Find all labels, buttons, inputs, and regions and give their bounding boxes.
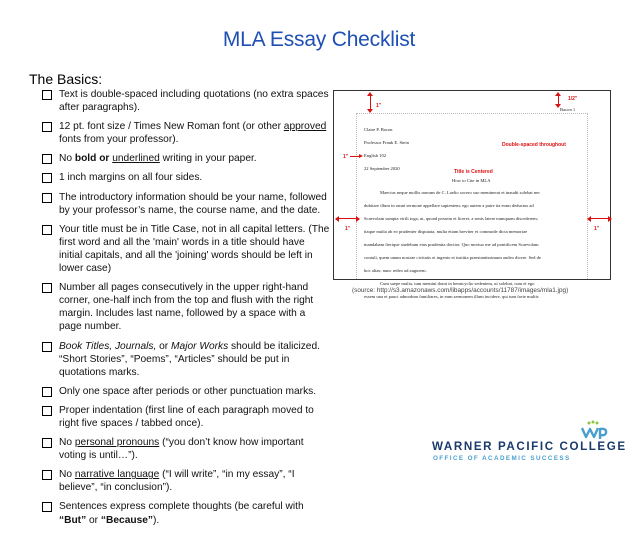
half-inch-label: 1/2" [568, 96, 578, 102]
list-item [42, 436, 330, 462]
checkbox-icon [42, 225, 52, 235]
checkbox-icon [42, 342, 52, 352]
checkbox-icon [42, 90, 52, 100]
date-line: 22 September 2020 [364, 166, 400, 171]
body-line: dubitare illum in omni sermone appellare sapientem; ego autem a patre ita eram deductus ad [364, 203, 534, 208]
item-text: The introductory information should be your name, followed by your professor’s name, the course name, and the date. [59, 191, 327, 216]
arrow-down-icon [367, 109, 373, 113]
list-item [42, 223, 330, 275]
item-text: 1 inch margins on all four sides. [59, 172, 203, 184]
list-item [42, 468, 330, 494]
right-side-arrow [589, 218, 609, 219]
left-margin-label: 1" [343, 154, 349, 160]
item-text: Number all pages consecutively in the upper right-hand corner, one-half inch from the top and flush with the right margin. Includes last name, followed by a space with a page number. [59, 282, 314, 333]
item-text: No bold or underlined writing in your paper. [59, 153, 257, 165]
arrow-left-icon [587, 216, 591, 222]
body-line: Cum saepe multa, tum memini domi in hemicyclio sedentem, ut solebat, cum et ego [380, 281, 535, 286]
source-caption: (source: http://s3.amazonaws.com/libapps/accounts/11787/images/mla1.jpg) [352, 287, 569, 294]
page-number-header: Bacon 1 [560, 107, 576, 112]
list-item [42, 191, 330, 217]
arrow-right-icon [608, 216, 612, 222]
list-item [42, 120, 330, 146]
checkbox-icon [42, 283, 52, 293]
arrow-up-icon [367, 92, 373, 96]
page-title: MLA Essay Checklist [222, 28, 416, 51]
body-line: hoc alias; nunc redeo ad augurem. [364, 268, 427, 273]
item-text: Book Titles, Journals, or Major Works should be italicized. “Short Stories”, “Poems”, “Articles” should be put in quotations marks. [59, 340, 320, 378]
item-text: 12 pt. font size / Times New Roman font (or other approved fonts from your professor). [59, 121, 327, 146]
checkbox-icon [42, 173, 52, 183]
left-side-arrow [337, 218, 357, 219]
list-item [42, 340, 330, 379]
checkbox-icon [42, 193, 52, 203]
office-name: OFFICE OF ACADEMIC SUCCESS [433, 455, 571, 462]
checkbox-icon [42, 387, 52, 397]
arrow-left-icon [335, 216, 339, 222]
list-item [42, 500, 330, 526]
item-text: Proper indentation (first line of each paragraph moved to right five spaces / tabbed once). [59, 404, 314, 429]
arrow-right-icon [359, 154, 363, 158]
body-line: contuli, quem unum nostrae civitatis et ingenio et iustitia praestantissimum audeo dicere. Sed de [364, 255, 541, 260]
student-name: Claire P. Bacon [364, 127, 393, 132]
list-item [42, 385, 330, 398]
left-side-label: 1" [345, 226, 351, 232]
body-line: itaque multa ab eo prudenter disputata, multa etiam breviter et commode dicta memoriae [364, 229, 528, 234]
wpc-logo-icon [580, 420, 608, 440]
list-item [42, 171, 330, 184]
double-spaced-label: Double-spaced throughout [502, 142, 566, 148]
item-text: Your title must be in Title Case, not in all capital letters. (The first word and all the 'main' words in a title should have initial capitals, and all the 'joining' words should be left in lower case) [59, 223, 330, 275]
professor-name: Professor Frank E. Stein [364, 140, 409, 145]
title-centered-label: Title is Centered [454, 169, 493, 175]
checkbox-icon [42, 438, 52, 448]
college-name: WARNER PACIFIC COLLEGE [432, 440, 627, 453]
item-text: Sentences express complete thoughts (be careful with “But” or “Because”). [59, 501, 304, 526]
checkbox-icon [42, 406, 52, 416]
arrow-up-icon [555, 92, 561, 96]
list-item [42, 404, 330, 430]
checkbox-icon [42, 502, 52, 512]
basics-heading: The Basics: [29, 71, 103, 87]
right-side-label: 1" [594, 226, 600, 232]
body-line: Maecius neque mollis narrans de C. Laelio socero suo meminerat et inaudit solebat nec [380, 190, 541, 195]
item-text: Only one space after periods or other punctuation marks. [59, 385, 317, 397]
essay-title: How to Cite in MLA [452, 178, 491, 183]
item-text: Text is double-spaced including quotations (no extra spaces after paragraphs). [59, 89, 329, 114]
item-text: No narrative language (“I will write”, “in my essay”, “I believe”, “in conclusion”). [59, 469, 295, 494]
list-item [42, 88, 330, 114]
top-margin-label: 1" [376, 103, 382, 109]
checkbox-icon [42, 122, 52, 132]
arrow-right-icon [356, 216, 360, 222]
course-name: English 102 [364, 153, 387, 158]
body-line: essem una et pauci admodum familiares, in eum sermonem illum incidere, qui tum forte multis [364, 294, 539, 299]
body-line: Scaevolam sumpta virili toga, ut, quoad possem et liceret, a senis latere numquam discederem; [364, 216, 539, 221]
list-item [42, 152, 330, 165]
body-line: mandabam fierique studebam eius prudentia doctior. Quo mortuo me ad pontificem Scaevolam [364, 242, 539, 247]
checkbox-icon [42, 154, 52, 164]
item-text: No personal pronouns (“you don’t know how important voting is until…”). [59, 437, 304, 462]
list-item [42, 281, 330, 333]
checkbox-icon [42, 470, 52, 480]
checklist [42, 88, 330, 533]
